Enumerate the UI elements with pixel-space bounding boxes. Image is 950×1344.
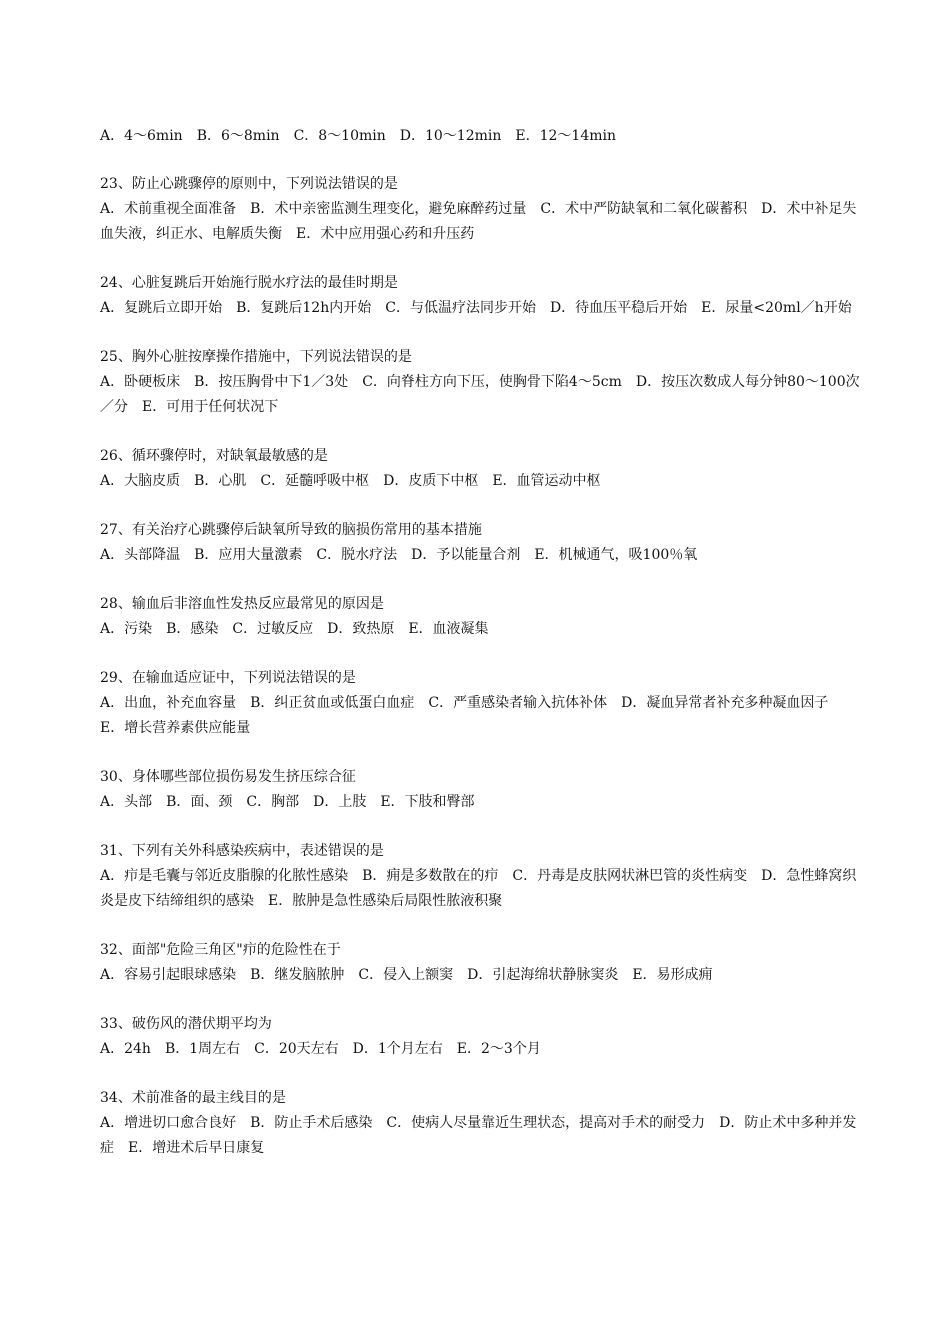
question-options: A．卧硬板床 B．按压胸骨中下1／3处 C．向脊柱方向下压，使胸骨下陷4～5cm D．按压次数成人每分钟80～100次／分 E．可用于任何状况下 bbox=[100, 374, 860, 415]
question-24 bbox=[100, 271, 860, 321]
lead-options: A．4～6min B．6～8min C．8～10min D．10～12min E．12～14min bbox=[100, 128, 617, 144]
question-text: 27、有关治疗心跳骤停后缺氧所导致的脑损伤常用的基本措施 bbox=[100, 522, 482, 538]
question-text: 23、防止心跳骤停的原则中，下列说法错误的是 bbox=[100, 176, 398, 192]
question-text: 33、破伤风的潜伏期平均为 bbox=[100, 1016, 272, 1032]
question-33 bbox=[100, 1012, 860, 1062]
question-28 bbox=[100, 592, 860, 642]
question-options: A．污染 B．感染 C．过敏反应 D．致热原 E．血液凝集 bbox=[100, 621, 489, 637]
question-options: A．头部降温 B．应用大量激素 C．脱水疗法 D．予以能量合剂 E．机械通气，吸100％氧 bbox=[100, 547, 698, 563]
question-options: A．大脑皮质 B．心肌 C．延髓呼吸中枢 D．皮质下中枢 E．血管运动中枢 bbox=[100, 473, 601, 489]
question-26 bbox=[100, 444, 860, 494]
question-32 bbox=[100, 938, 860, 988]
question-options: A．术前重视全面准备 B．术中亲密监测生理变化，避免麻醉药过量 C．术中严防缺氧和二氧化碳蓄积 D．术中补足失血失液，纠正水、电解质失衡 E．术中应用强心药和升压药 bbox=[100, 201, 857, 242]
question-27 bbox=[100, 518, 860, 568]
question-31 bbox=[100, 839, 860, 914]
question-options: A．头部 B．面、颈 C．胸部 D．上肢 E．下肢和臀部 bbox=[100, 794, 475, 810]
question-29 bbox=[100, 666, 860, 741]
question-text: 28、输血后非溶血性发热反应最常见的原因是 bbox=[100, 596, 384, 612]
question-options: A．增进切口愈合良好 B．防止手术后感染 C．使病人尽量靠近生理状态，提高对手术的耐受力 D．防止术中多种并发症 E．增进术后早日康复 bbox=[100, 1115, 857, 1156]
document-page bbox=[100, 124, 860, 1185]
question-text: 34、术前准备的最主线目的是 bbox=[100, 1090, 286, 1106]
question-25 bbox=[100, 345, 860, 420]
question-text: 25、胸外心脏按摩操作措施中，下列说法错误的是 bbox=[100, 349, 412, 365]
question-options: A．容易引起眼球感染 B．继发脑脓肿 C．侵入上额窦 D．引起海绵状静脉窦炎 E．易形成痈 bbox=[100, 967, 713, 983]
question-options: A．复跳后立即开始 B．复跳后12h内开始 C．与低温疗法同步开始 D．待血压平稳后开始 E．尿量<20ml／h开始 bbox=[100, 300, 852, 316]
question-text: 24、心脏复跳后开始施行脱水疗法的最佳时期是 bbox=[100, 275, 398, 291]
question-text: 29、在输血适应证中，下列说法错误的是 bbox=[100, 670, 356, 686]
question-text: 32、面部"危险三角区"疖的危险性在于 bbox=[100, 942, 341, 958]
question-options: A．24h B．1周左右 C．20天左右 D．1个月左右 E．2～3个月 bbox=[100, 1041, 541, 1057]
question-30 bbox=[100, 765, 860, 815]
question-text: 26、循环骤停时，对缺氧最敏感的是 bbox=[100, 448, 328, 464]
question-options: A．疖是毛囊与邻近皮脂腺的化脓性感染 B．痈是多数散在的疖 C．丹毒是皮肤网状淋巴管的炎性病变 D．急性蜂窝织炎是皮下结缔组织的感染 E．脓肿是急性感染后局限性脓液积聚 bbox=[100, 868, 857, 909]
question-text: 30、身体哪些部位损伤易发生挤压综合征 bbox=[100, 769, 356, 785]
question-23 bbox=[100, 172, 860, 247]
question-text: 31、下列有关外科感染疾病中，表述错误的是 bbox=[100, 843, 384, 859]
question-options: A．出血，补充血容量 B．纠正贫血或低蛋白血症 C．严重感染者输入抗体补体 D．凝血异常者补充多种凝血因子 E．增长营养素供应能量 bbox=[100, 695, 843, 736]
question-34 bbox=[100, 1086, 860, 1161]
